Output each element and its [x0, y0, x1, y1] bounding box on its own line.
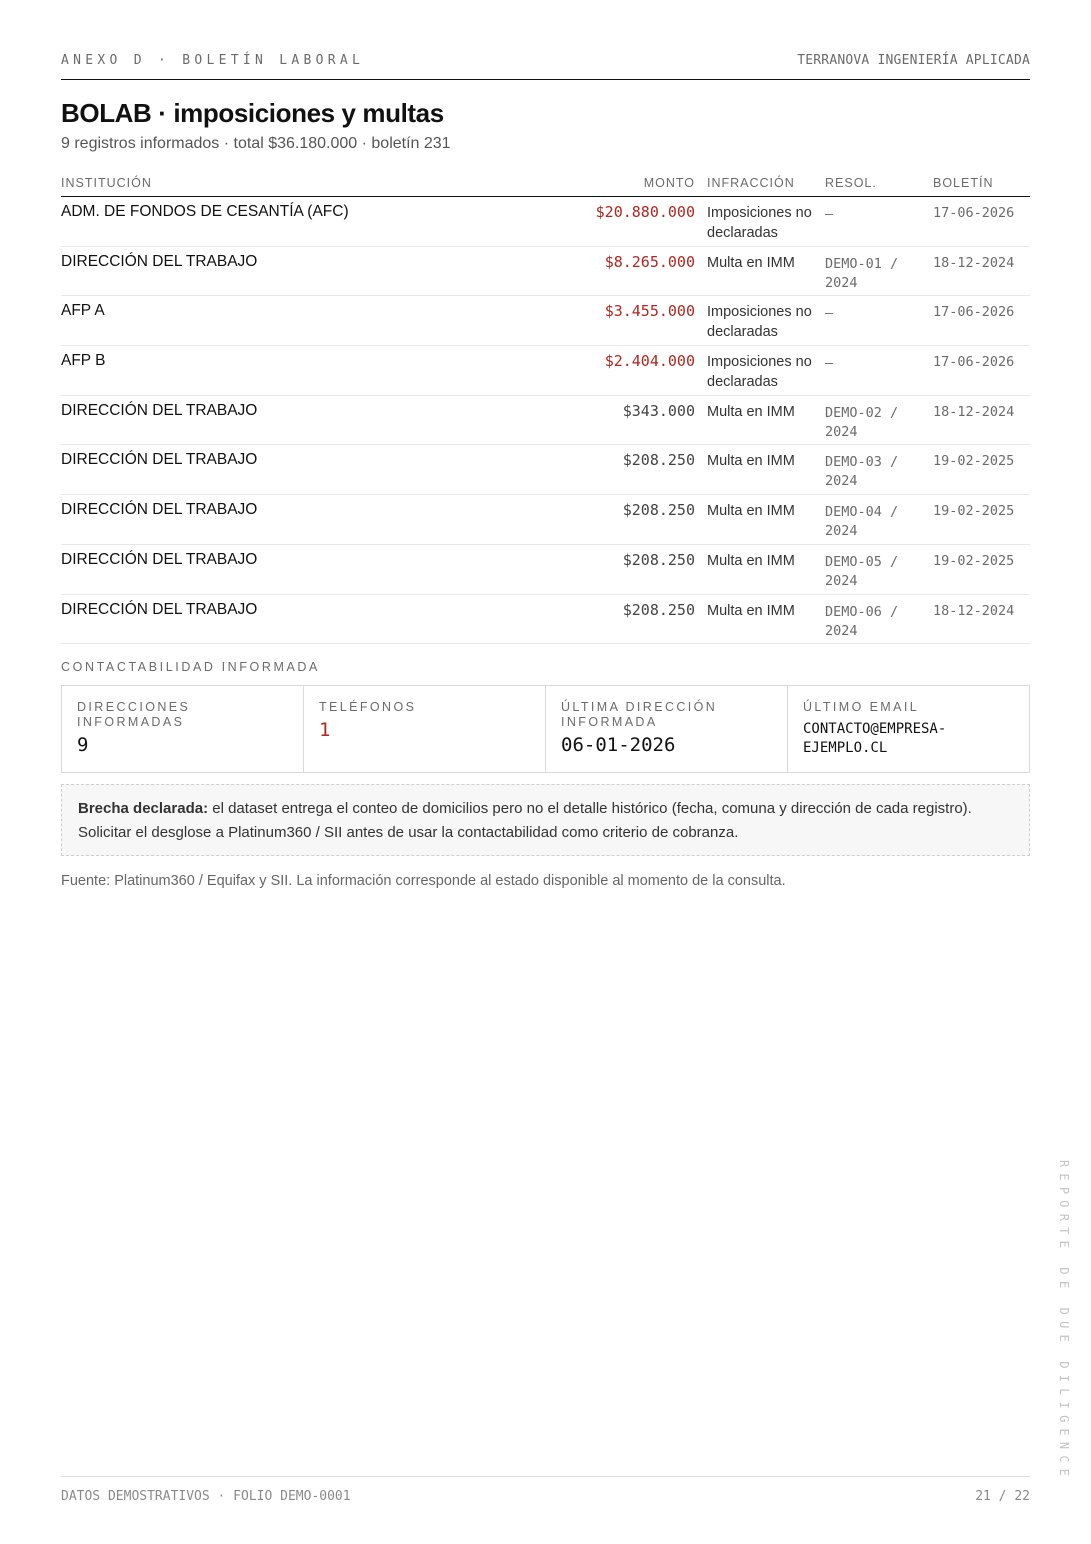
cell-infraccion: Multa en IMM	[707, 254, 795, 271]
column-header-infraccion: INFRACCIÓN	[707, 176, 795, 190]
table-row	[61, 396, 1030, 446]
cell-monto: $343.000	[622, 401, 695, 420]
cell-boletin: 18-12-2024	[933, 403, 1015, 420]
stat-value: 9	[77, 734, 89, 756]
stat-label: DIRECCIONES INFORMADAS	[77, 700, 191, 729]
stat-value: 1	[319, 719, 331, 741]
cell-boletin: 17-06-2026	[933, 205, 1015, 221]
cell-institucion: DIRECCIÓN DEL TRABAJO	[61, 501, 258, 519]
cell-resol: —	[825, 206, 834, 222]
cell-boletin: 19-02-2025	[933, 552, 1015, 569]
cell-infraccion: Imposiciones no declaradas	[707, 304, 812, 341]
cell-resol: DEMO-05 / 2024	[825, 553, 899, 589]
table-row	[61, 346, 1030, 396]
cell-institucion: AFP B	[61, 352, 106, 370]
column-header-institucion: INSTITUCIÓN	[61, 176, 152, 190]
cell-monto: $8.265.000	[604, 252, 695, 271]
cell-resol: DEMO-03 / 2024	[825, 454, 899, 490]
table-row	[61, 495, 1030, 545]
cell-infraccion: Multa en IMM	[707, 503, 795, 520]
document-page	[61, 0, 1030, 1544]
cell-monto: $208.250	[622, 451, 695, 470]
cell-monto: $208.250	[622, 600, 695, 619]
gap-note-label: Brecha declarada:	[78, 800, 209, 817]
cell-infraccion: Multa en IMM	[707, 552, 795, 569]
table-row	[61, 296, 1030, 346]
cell-infraccion: Imposiciones no declaradas	[707, 205, 812, 241]
cell-boletin: 18-12-2024	[933, 254, 1015, 271]
cell-boletin: 19-02-2025	[933, 503, 1015, 520]
gap-note-text: el dataset entrega el conteo de domicilios pero no el detalle histórico (fecha, comuna y dirección de cada registro). Solicitar el desglose a Platinum360 / SII antes de usar la contactabilidad como criterio de cobranza.	[78, 800, 972, 841]
cell-infraccion: Multa en IMM	[707, 403, 795, 420]
cell-resol: DEMO-02 / 2024	[825, 404, 899, 440]
folio-label: DATOS DEMOSTRATIVOS · FOLIO DEMO-0001	[61, 1489, 351, 1504]
stat-value: CONTACTO@EMPRESA-EJEMPLO.CL	[803, 721, 947, 756]
running-header	[61, 52, 1030, 80]
cell-institucion: DIRECCIÓN DEL TRABAJO	[61, 401, 258, 419]
cell-infraccion: Multa en IMM	[707, 602, 795, 619]
side-label: REPORTE DE DUE DILIGENCE	[1057, 1160, 1071, 1483]
page-title: BOLAB · imposiciones y multas	[61, 98, 444, 128]
page-number: 21 / 22	[975, 1489, 1030, 1504]
contactabilidad-title: CONTACTABILIDAD INFORMADA	[61, 660, 320, 674]
table-row	[61, 595, 1030, 645]
contactabilidad-stats	[61, 685, 1030, 773]
cell-resol: DEMO-06 / 2024	[825, 603, 899, 639]
cell-institucion: ADM. DE FONDOS DE CESANTÍA (AFC)	[61, 203, 349, 220]
company-name: TERRANOVA INGENIERÍA APLICADA	[797, 53, 1030, 68]
cell-monto: $208.250	[622, 501, 695, 520]
cell-resol: DEMO-01 / 2024	[825, 255, 899, 291]
cell-monto: $208.250	[622, 550, 695, 569]
table-row	[61, 247, 1030, 297]
stat-ultima-direccion	[546, 686, 788, 772]
stat-label: ÚLTIMA DIRECCIÓN INFORMADA	[561, 700, 718, 729]
stat-ultimo-email	[788, 686, 1029, 772]
cell-boletin: 17-06-2026	[933, 304, 1015, 321]
page-subtitle: 9 registros informados · total $36.180.000 · boletín 231	[61, 135, 451, 152]
cell-resol: —	[825, 355, 834, 372]
column-header-resol: RESOL.	[825, 176, 877, 190]
cell-monto: $3.455.000	[604, 302, 695, 321]
stat-direcciones	[62, 686, 304, 772]
source-note: Fuente: Platinum360 / Equifax y SII. La información corresponde al estado disponible al momento de la consulta.	[61, 873, 786, 889]
cell-infraccion: Multa en IMM	[707, 453, 795, 470]
annex-label: ANEXO D · BOLETÍN LABORAL	[61, 53, 365, 68]
cell-institucion: AFP A	[61, 302, 105, 320]
cell-monto: $20.880.000	[595, 203, 695, 221]
table-row	[61, 445, 1030, 495]
table-header	[61, 173, 1030, 197]
table-body	[61, 197, 1030, 644]
column-header-monto: MONTO	[643, 176, 695, 190]
stat-value: 06-01-2026	[561, 734, 676, 756]
stat-label: ÚLTIMO EMAIL	[803, 700, 920, 714]
cell-boletin: 19-02-2025	[933, 453, 1015, 470]
stat-label: TELÉFONOS	[319, 700, 417, 714]
cell-boletin: 18-12-2024	[933, 602, 1015, 619]
cell-institucion: DIRECCIÓN DEL TRABAJO	[61, 451, 258, 469]
table-row	[61, 545, 1030, 595]
cell-resol: —	[825, 305, 834, 322]
cell-monto: $2.404.000	[604, 352, 695, 371]
table-row	[61, 197, 1030, 247]
cell-institucion: DIRECCIÓN DEL TRABAJO	[61, 550, 258, 568]
cell-infraccion: Imposiciones no declaradas	[707, 354, 812, 391]
stat-telefonos	[304, 686, 546, 772]
column-header-boletin: BOLETÍN	[933, 176, 994, 190]
cell-institucion: DIRECCIÓN DEL TRABAJO	[61, 252, 258, 270]
gap-note	[61, 784, 1030, 856]
cell-institucion: DIRECCIÓN DEL TRABAJO	[61, 600, 258, 618]
running-footer	[61, 1476, 1030, 1506]
cell-boletin: 17-06-2026	[933, 354, 1015, 371]
cell-resol: DEMO-04 / 2024	[825, 504, 899, 540]
